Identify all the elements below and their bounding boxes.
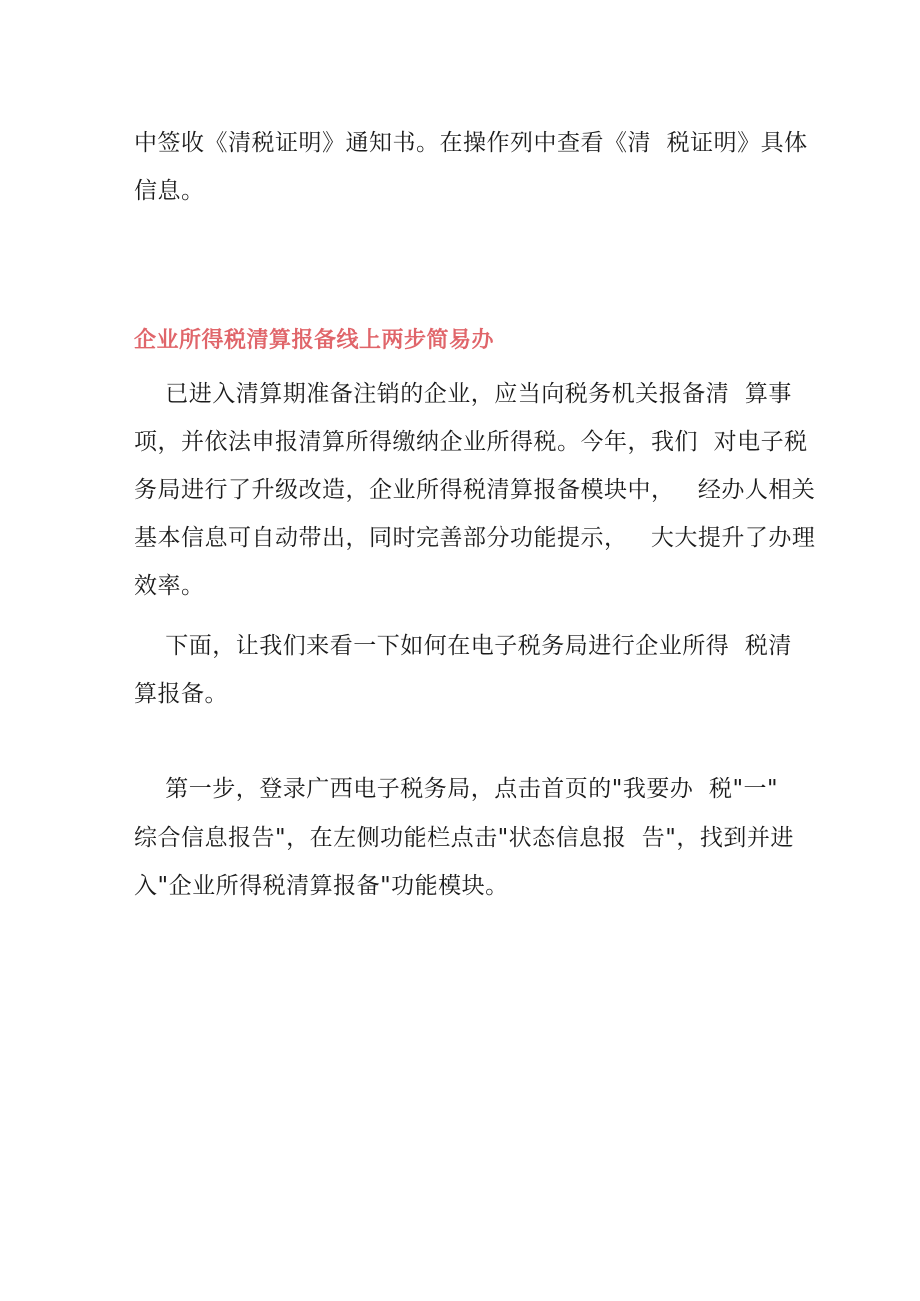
para3-line-3: 入"企业所得税清算报备"功能模块。 [134, 873, 509, 899]
section-heading: 企业所得税清算报备线上两步简易办 [134, 328, 495, 353]
para3-line-2: 综合信息报告"，在左侧功能栏点击"状态信息报 告"，找到并进 [134, 825, 794, 851]
para1-line-1: 已进入清算期准备注销的企业，应当向税务机关报备清 算事 [134, 381, 792, 407]
para1-line-3: 务局进行了升级改造，企业所得税清算报备模块中， 经办人相关 [134, 477, 816, 503]
para1-line-5: 效率。 [134, 573, 205, 599]
para2-line-1: 下面，让我们来看一下如何在电子税务局进行企业所得 税清 [134, 633, 792, 659]
intro-line-2: 信息。 [134, 178, 205, 204]
para1-line-4: 基本信息可自动带出，同时完善部分功能提示， 大大提升了办理 [134, 525, 816, 551]
para3-line-1: 第一步，登录广西电子税务局，点击首页的"我要办 税"一" [134, 776, 779, 802]
intro-line-1: 中签收《清税证明》通知书。在操作列中查看《清 税证明》具体 [134, 130, 808, 156]
para2-line-2: 算报备。 [134, 681, 228, 707]
para1-line-2: 项，并依法申报清算所得缴纳企业所得税。今年，我们 对电子税 [134, 429, 808, 455]
